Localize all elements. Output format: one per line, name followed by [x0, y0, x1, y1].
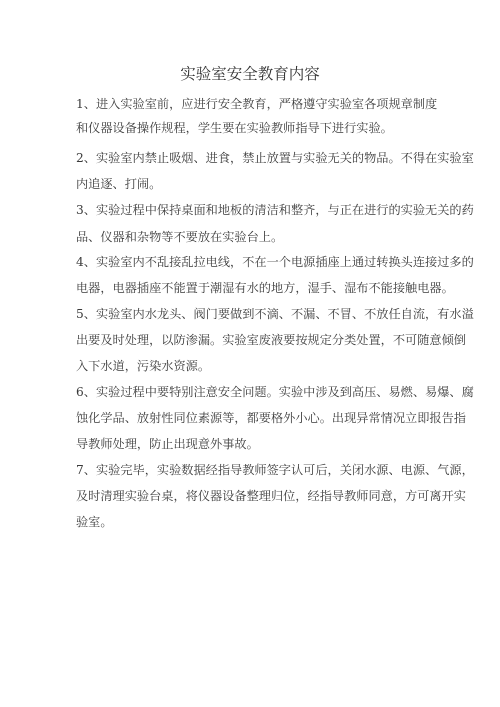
- rule-5-line-1: 5、实验室内水龙头、阀门要做到不滴、不漏、不冒、不放任自流，有水溢: [76, 307, 474, 321]
- rule-7-line-3: 验室。: [76, 515, 113, 529]
- document-title: 实验室安全教育内容: [180, 65, 320, 83]
- rule-1-line-2: 和仪器设备操作规程，学生要在实验教师指导下进行实验。: [76, 121, 393, 135]
- rule-4-line-1: 4、实验室内不乱接乱拉电线，不在一个电源插座上通过转换头连接过多的: [76, 255, 474, 269]
- rule-6-line-1: 6、实验过程中要特别注意安全问题。实验中涉及到高压、易燃、易爆、腐: [76, 385, 474, 399]
- rule-7-line-2: 及时清理实验台桌，将仪器设备整理归位，经指导教师同意，方可离开实: [76, 489, 466, 503]
- rule-5-line-3: 入下水道，污染水资源。: [76, 359, 211, 373]
- rule-1-line-1: 1、进入实验室前，应进行安全教育，严格遵守实验室各项规章制度: [76, 97, 438, 111]
- rule-3-line-2: 品、仪器和杂物等不要放在实验台上。: [76, 230, 284, 244]
- rule-3-line-1: 3、实验过程中保持桌面和地板的清洁和整齐，与正在进行的实验无关的药: [76, 203, 474, 217]
- rule-6-line-2: 蚀化学品、放射性同位素源等，都要格外小心。出现异常情况立即报告指: [76, 411, 466, 425]
- rule-4-line-2: 电器，电器插座不能置于潮湿有水的地方，湿手、湿布不能接触电器。: [76, 281, 454, 295]
- rule-7-line-1: 7、实验完毕，实验数据经指导教师签字认可后，关闭水源、电源、气源，: [76, 463, 474, 477]
- rule-5-line-2: 出要及时处理，以防渗漏。实验室废液要按规定分类处置，不可随意倾倒: [76, 333, 466, 347]
- rule-2-line-1: 2、实验室内禁止吸烟、进食，禁止放置与实验无关的物品。不得在实验室: [76, 151, 474, 165]
- rule-6-line-3: 导教师处理，防止出现意外事故。: [76, 437, 259, 451]
- rule-2-line-2: 内追逐、打闹。: [76, 177, 162, 191]
